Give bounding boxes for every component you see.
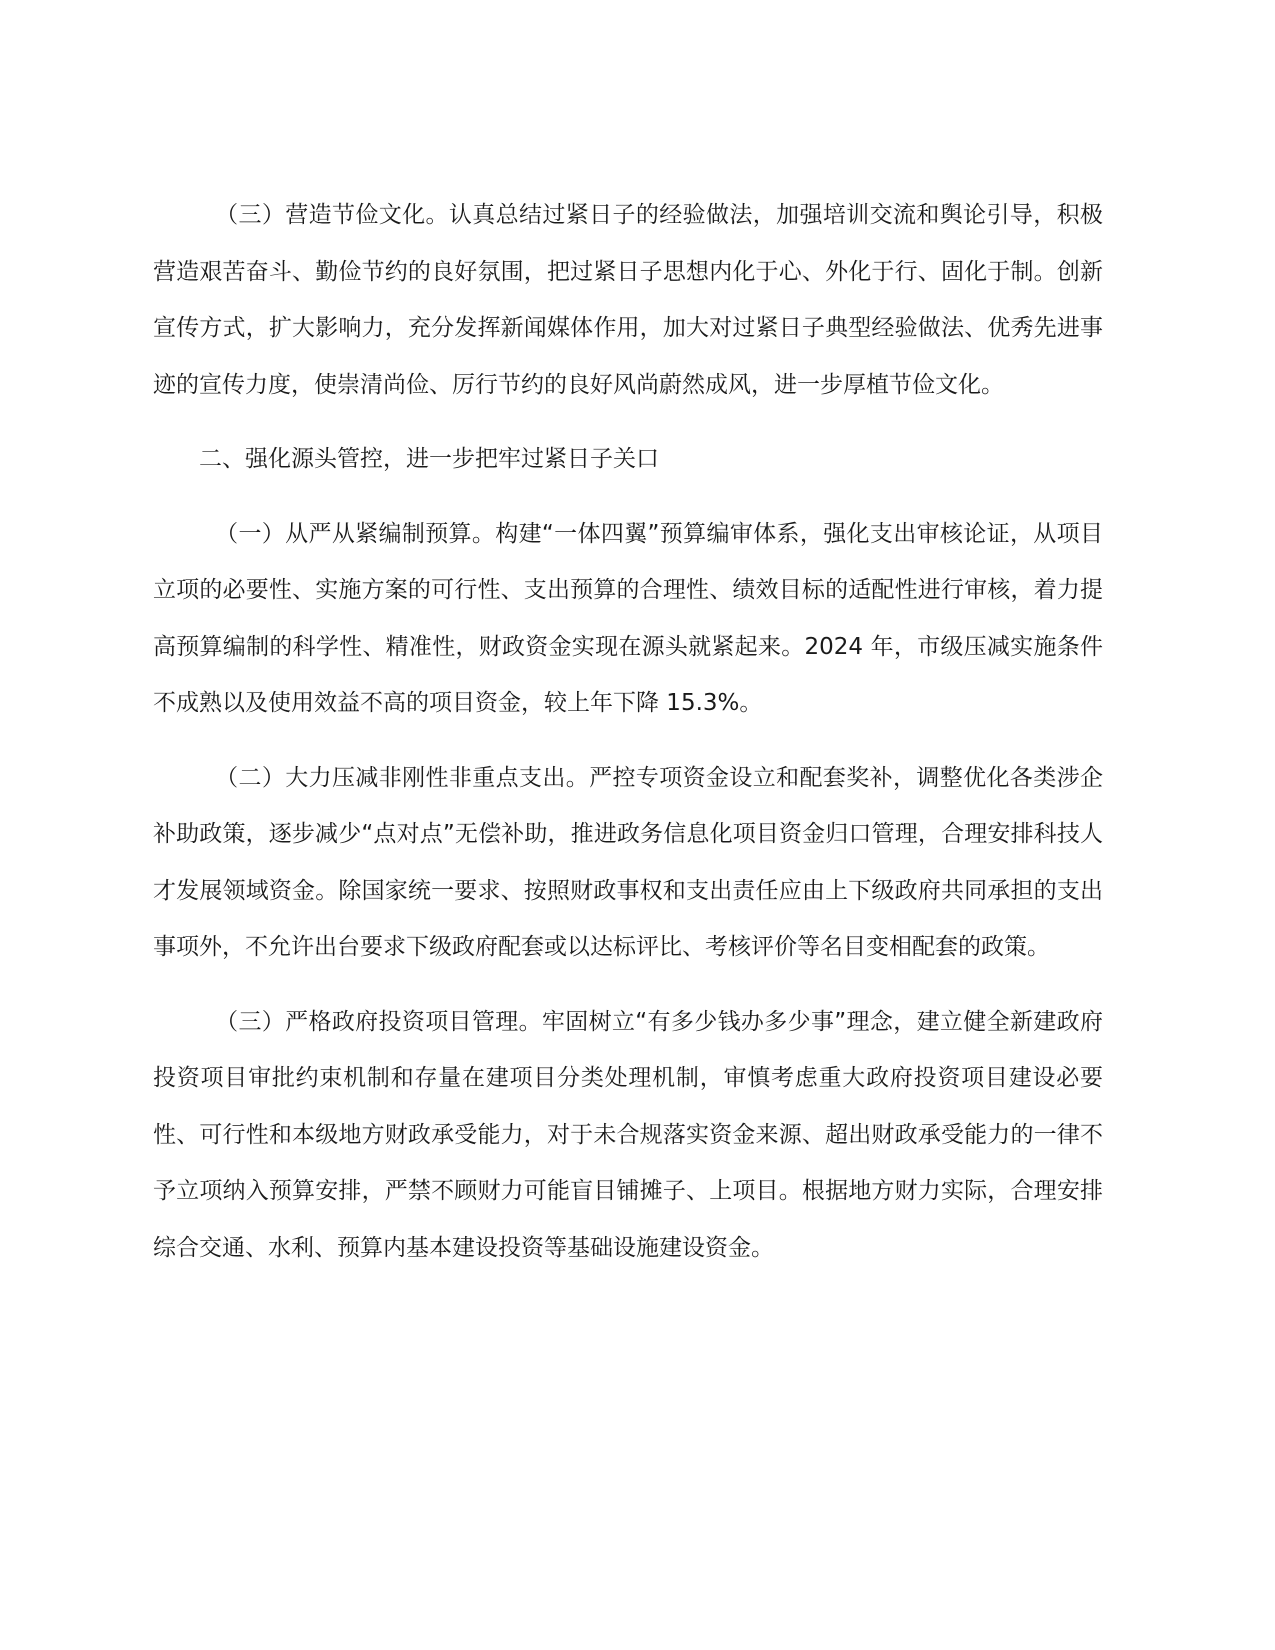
section-heading-source-control: 二、强化源头管控，进一步把牢过紧日子关口 [199,446,659,472]
paragraph-frugal-culture: （三）营造节俭文化。认真总结过紧日子的经验做法，加强培训交流和舆论引导，积极营造艰苦奋斗、勤俭节约的良好氛围，把过紧日子思想内化于心、外化于行、固化于制。创新宣传方式，扩大影响力，充分发挥新闻媒体作用，加大对过紧日子典型经验做法、优秀先进事迹的宣传力度，使崇清尚俭、厉行节约的良好风尚蔚然成风，进一步厚植节俭文化。 [153,202,1103,398]
document-body [153,187,1103,1276]
paragraph-investment-projects: （三）严格政府投资项目管理。牢固树立“有多少钱办多少事”理念，建立健全新建政府投资项目审批约束机制和存量在建项目分类处理机制，审慎考虑重大政府投资项目建设必要性、可行性和本级地方财政承受能力，对于未合规落实资金来源、超出财政承受能力的一律不予立项纳入预算安排，严禁不顾财力可能盲目铺摊子、上项目。根据地方财力实际，合理安排综合交通、水利、预算内基本建设投资等基础设施建设资金。 [153,1008,1103,1261]
paragraph-reduce-expenditure: （二）大力压减非刚性非重点支出。严控专项资金设立和配套奖补，调整优化各类涉企补助政策，逐步减少“点对点”无偿补助，推进政务信息化项目资金归口管理，合理安排科技人才发展领域资金。除国家统一要求、按照财政事权和支出责任应由上下级政府共同承担的支出事项外，不允许出台要求下级政府配套或以达标评比、考核评价等名目变相配套的政策。 [153,764,1103,960]
paragraph-budget-compilation: （一）从严从紧编制预算。构建“一体四翼”预算编审体系，强化支出审核论证，从项目立项的必要性、实施方案的可行性、支出预算的合理性、绩效目标的适配性进行审核，着力提高预算编制的科学性、精准性，财政资金实现在源头就紧起来。2024 年，市级压减实施条件不成熟以及使用效益不高的项目资金，较上年下降 15.3%。 [153,520,1103,716]
